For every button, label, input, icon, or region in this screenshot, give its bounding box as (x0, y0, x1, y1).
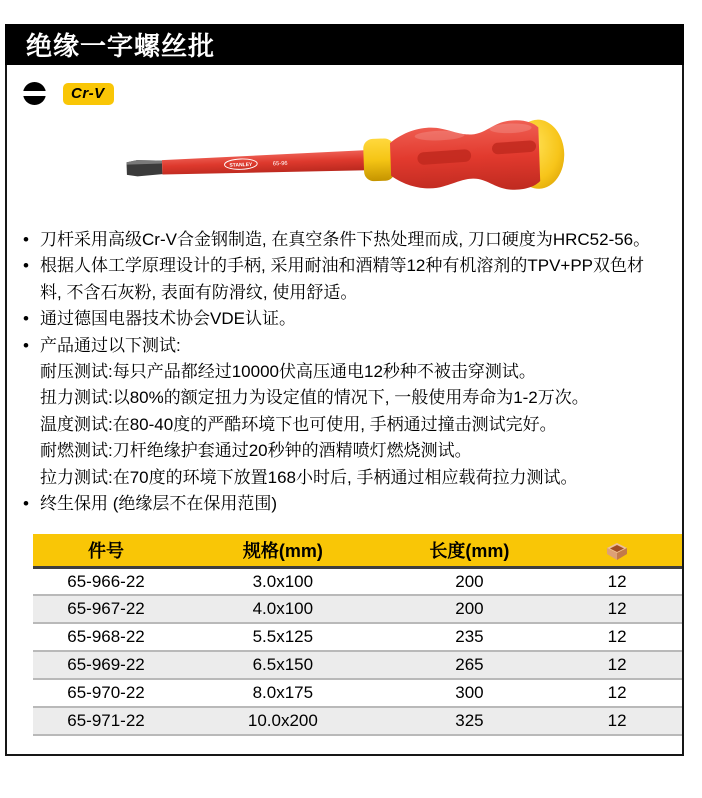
table-row (33, 567, 682, 595)
col-header-pack-qty (552, 534, 682, 567)
screwdriver-image (112, 113, 577, 209)
table-row (33, 623, 682, 651)
table-row (33, 595, 682, 623)
feature-text: 温度测试:在80-40度的严酷环境下也可使用, 手柄通过撞击测试完好。 (40, 414, 557, 434)
feature-text: • 终生保用 (绝缘层不在保用范围) (40, 494, 278, 514)
page-title-bar (5, 24, 684, 65)
cell-length: 265 (387, 651, 552, 679)
table-row (33, 707, 682, 735)
feature-text: 耐燃测试:刀杆绝缘护套通过20秒钟的酒精喷灯燃烧测试。 (40, 441, 472, 461)
feature-text: 耐压测试:每只产品都经过10000伏高压通电12秒种不被击穿测试。 (40, 362, 536, 382)
feature-item (23, 491, 664, 517)
feature-text: • 根据人体工学原理设计的手柄, 采用耐油和酒精等12种有机溶剂的TPV+PP双色材料, 不含石灰粉, 表面有防滑纹, 使用舒适。 (40, 256, 645, 302)
shaft-model-text: 65-96 (272, 160, 288, 168)
cell-length: 200 (387, 595, 552, 623)
cell-pack-qty: 12 (552, 707, 682, 735)
table-header-row (33, 534, 682, 567)
cell-pack-qty: 12 (552, 651, 682, 679)
feature-subline (23, 359, 664, 385)
cell-length: 200 (387, 567, 552, 595)
feature-subline (23, 465, 664, 491)
cell-part-number: 65-971-22 (33, 707, 179, 735)
feature-text: 扭力测试:以80%的额定扭力为设定值的情况下, 一般使用寿命为1-2万次。 (40, 388, 589, 408)
page-title: 绝缘一字螺丝批 (26, 31, 216, 61)
cell-spec: 8.0x175 (179, 679, 387, 707)
table-row (33, 651, 682, 679)
product-image (112, 113, 577, 209)
cell-length: 235 (387, 623, 552, 651)
cell-spec: 5.5x125 (179, 623, 387, 651)
cell-spec: 10.0x200 (179, 707, 387, 735)
cell-part-number: 65-966-22 (33, 567, 179, 595)
cell-part-number: 65-970-22 (33, 679, 179, 707)
content-panel (5, 65, 684, 756)
spec-table (33, 534, 682, 736)
feature-item (23, 253, 664, 306)
crv-badge: Cr-V (63, 83, 114, 105)
cell-pack-qty: 12 (552, 595, 682, 623)
shaft-brand-text: STANLEY (229, 161, 253, 169)
feature-item (23, 227, 664, 253)
cell-spec: 6.5x150 (179, 651, 387, 679)
feature-text: • 刀杆采用高级Cr-V合金钢制造, 在真空条件下热处理而成, 刀口硬度为HRC52-56。 (40, 230, 651, 249)
feature-list (23, 227, 664, 517)
cell-part-number: 65-969-22 (33, 651, 179, 679)
col-header-spec: 规格(mm) (179, 534, 387, 567)
feature-item (23, 333, 664, 359)
cell-spec: 3.0x100 (179, 567, 387, 595)
table-row (33, 679, 682, 707)
col-header-length: 长度(mm) (387, 534, 552, 567)
feature-subline (23, 385, 664, 411)
feature-item (23, 306, 664, 332)
feature-subline (23, 412, 664, 438)
cell-spec: 4.0x100 (179, 595, 387, 623)
cell-pack-qty: 12 (552, 623, 682, 651)
cell-length: 325 (387, 707, 552, 735)
feature-text: 拉力测试:在70度的环境下放置168小时后, 手柄通过相应载荷拉力测试。 (40, 467, 578, 487)
badge-row (7, 65, 682, 105)
feature-text: • 产品通过以下测试: (40, 335, 181, 355)
cell-pack-qty: 12 (552, 567, 682, 595)
cell-length: 300 (387, 679, 552, 707)
carton-icon (604, 541, 630, 561)
cell-pack-qty: 12 (552, 679, 682, 707)
feature-text: • 通过德国电器技术协会VDE认证。 (40, 309, 296, 329)
catalog-page (5, 24, 684, 756)
slotted-drive-icon (23, 82, 46, 105)
col-header-part-number: 件号 (33, 534, 179, 567)
insulated-shaft (162, 150, 367, 177)
cell-part-number: 65-968-22 (33, 623, 179, 651)
cell-part-number: 65-967-22 (33, 595, 179, 623)
feature-subline (23, 438, 664, 464)
